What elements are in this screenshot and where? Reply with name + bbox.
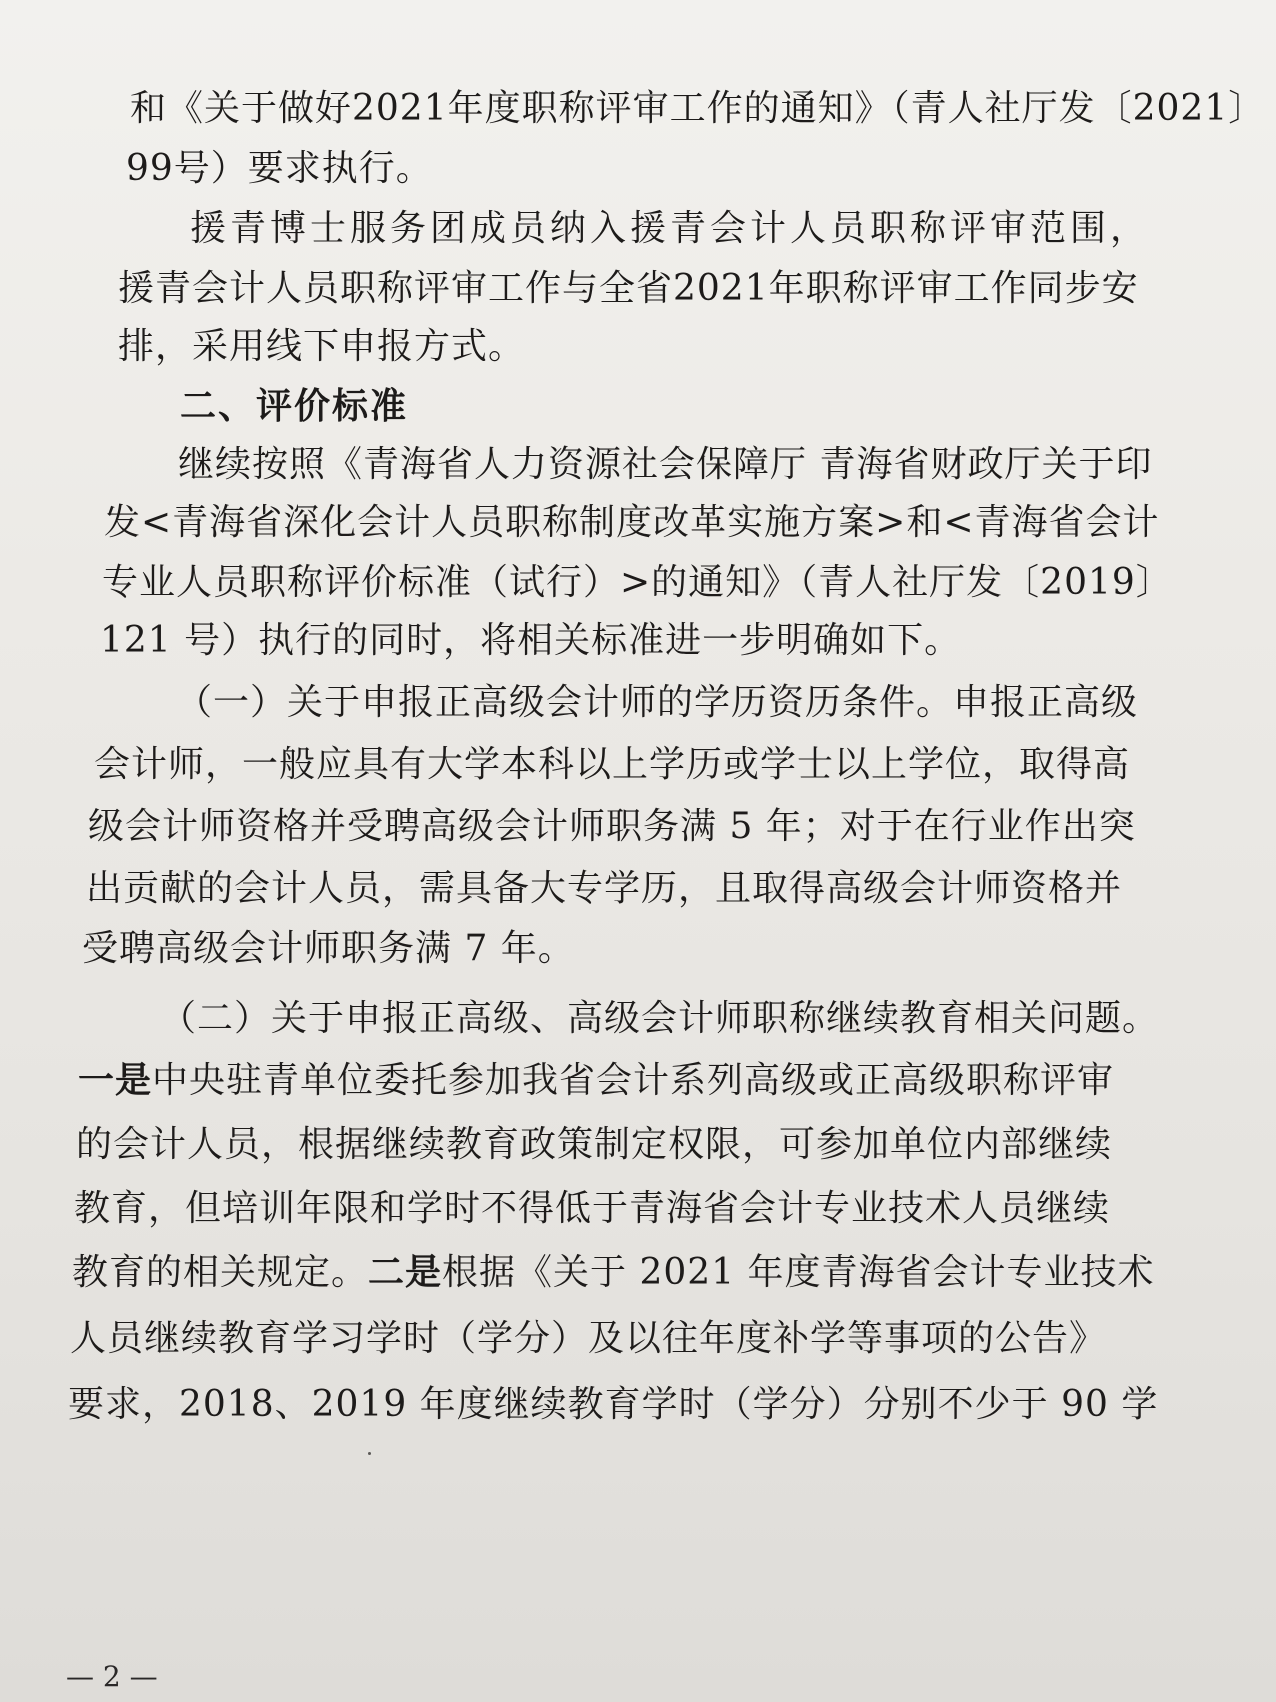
text-line: [72, 1244, 1155, 1295]
text-line: （二）关于申报正高级、高级会计师职称继续教育相关问题。: [160, 998, 1160, 1039]
paper-speck: [368, 1452, 371, 1455]
text-line: 援青会计人员职称评审工作与全省2021年职称评审工作同步安: [118, 268, 1139, 309]
text-line: 级会计师资格并受聘高级会计师职务满 5 年；对于在行业作出突: [88, 806, 1136, 847]
text-segment: 根据《关于 2021 年度青海省会计专业技术: [442, 1252, 1155, 1293]
point-marker-first: 一是: [78, 1060, 153, 1101]
text-line: 教育，但培训年限和学时不得低于青海省会计专业技术人员继续: [74, 1188, 1111, 1229]
text-segment: 教育的相关规定。: [72, 1252, 369, 1293]
section-heading: 二、评价标准: [180, 386, 409, 427]
text-line: 出贡献的会计人员，需具备大专学历，且取得高级会计师资格并: [86, 868, 1123, 909]
text-line: 和《关于做好2021年度职称评审工作的通知》（青人社厅发〔2021〕: [130, 88, 1266, 129]
text-line: 121 号）执行的同时，将相关标准进一步明确如下。: [100, 620, 962, 661]
text-line: 要求，2018、2019 年度继续教育学时（学分）分别不少于 90 学: [68, 1384, 1159, 1425]
text-segment: 中央驻青单位委托参加我省会计系列高级或正高级职称评审: [152, 1060, 1115, 1101]
text-line: 专业人员职称评价标准（试行）>的通知》（青人社厅发〔2019〕: [102, 562, 1173, 603]
text-line: 99号）要求执行。: [126, 148, 433, 189]
text-line: 援青博士服务团成员纳入援青会计人员职称评审范围，: [190, 208, 1151, 249]
point-marker-second: 二是: [368, 1252, 443, 1293]
text-line: 会计师，一般应具有大学本科以上学历或学士以上学位，取得高: [94, 744, 1131, 785]
page-number: — 2 —: [66, 1660, 158, 1693]
text-line: 的会计人员，根据继续教育政策制定权限，可参加单位内部继续: [76, 1124, 1113, 1165]
text-line: 受聘高级会计师职务满 7 年。: [82, 928, 575, 969]
text-line: [78, 1052, 1114, 1103]
text-line: （一）关于申报正高级会计师的学历资历条件。申报正高级: [176, 682, 1139, 723]
text-line: 继续按照《青海省人力资源社会保障厅 青海省财政厅关于印: [178, 444, 1153, 485]
text-line: 人员继续教育学习学时（学分）及以往年度补学等事项的公告》: [70, 1318, 1107, 1359]
text-line: 发<青海省深化会计人员职称制度改革实施方案>和<青海省会计: [104, 502, 1160, 543]
text-line: 排，采用线下申报方式。: [118, 326, 526, 367]
